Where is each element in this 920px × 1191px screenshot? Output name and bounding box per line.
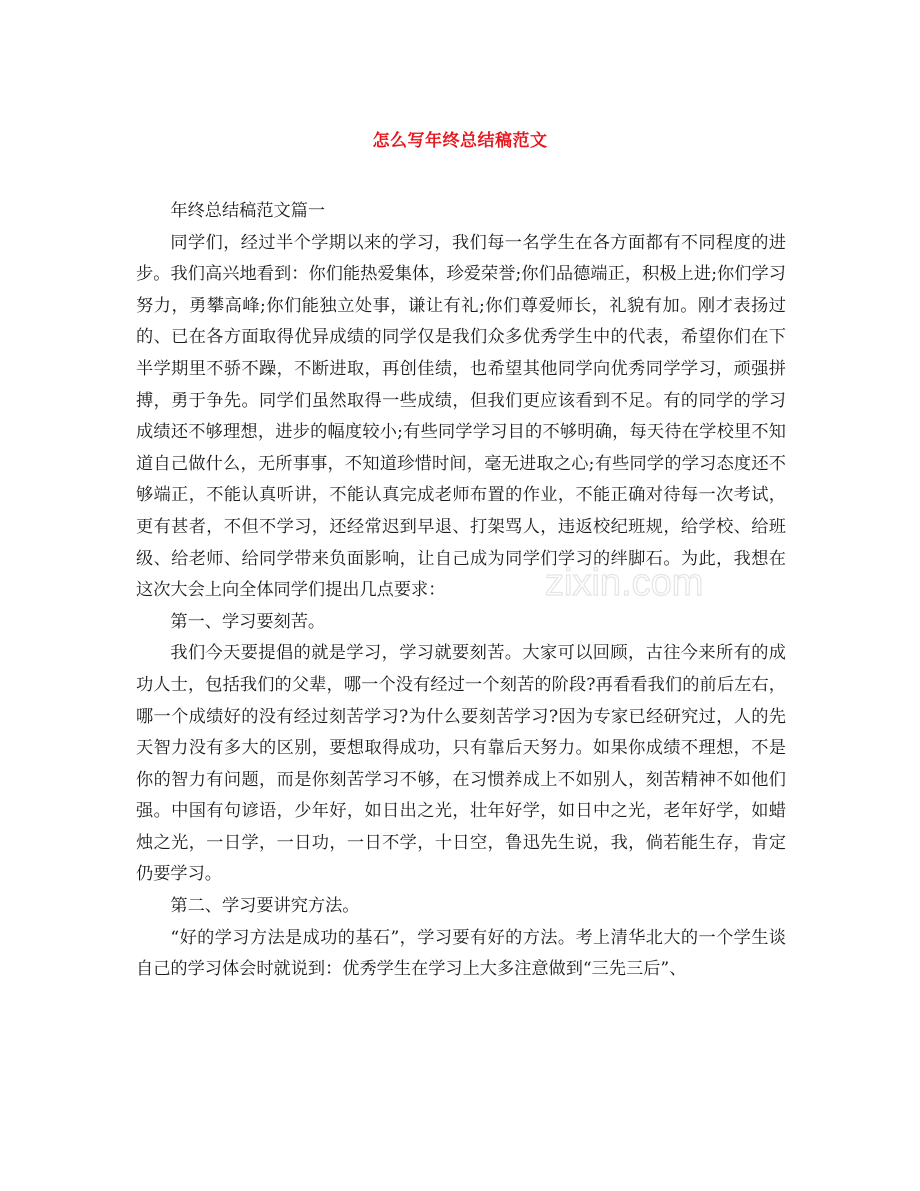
section-heading: 年终总结稿范文篇一: [170, 201, 326, 221]
document-body: [136, 196, 786, 986]
svg-text:zixin.com: zixin.com: [545, 562, 704, 604]
document-title: 怎么写年终总结稿范文: [372, 131, 548, 151]
body-paragraph: 同学们，经过半个学期以来的学习，我们每一名学生在各方面都有不同程度的进步。我们高兴地看到：你们能热爱集体，珍爱荣誉;你们品德端正，积极上进;你们学习努力，勇攀高峰;你们能独立处事，谦让有礼;你们尊爱师长，礼貌有加。刚才表扬过的、已在各方面取得优异成绩的同学仅是我们众多优秀学生中的代表，希望你们在下半学期里不骄不躁，不断进取，再创佳绩，也希望其他同学向优秀同学学习，顽强拼搏，勇于争先。同学们虽然取得一些成绩，但我们更应该看到不足。有的同学的学习成绩还不够理想，进步的幅度较小;有些同学学习目的不够明确，每天待在学校里不知道自己做什么，无所事事，不知道珍惜时间，毫无进取之心;有些同学的学习态度还不够端正，不能认真听讲，不能认真完成老师布置的作业，不能正确对待每一次考试，更有甚者，不但不学习，还经常迟到早退、打架骂人，违返校纪班规，给学校、给班级、给老师、给同学带来负面影响，让自己成为同学们学习的绊脚石。为此，我想在这次大会上向全体同学们提出几点要求：: [136, 232, 786, 601]
body-paragraph: “好的学习方法是成功的基石”，学习要有好的方法。考上清华北大的一个学生谈自己的学习体会时就说到：优秀学生在学习上大多注意做到“三先三后”、: [136, 927, 786, 980]
section-heading: 第一、学习要刻苦。: [170, 611, 326, 632]
section-heading: 第二、学习要讲究方法。: [170, 896, 360, 917]
body-paragraph: 我们今天要提倡的就是学习，学习就要刻苦。大家可以回顾，古往今来所有的成功人士，包括我们的父辈，哪一个没有经过一个刻苦的阶段?再看看我们的前后左右，哪一个成绩好的没有经过刻苦学习?为什么要刻苦学习?因为专家已经研究过，人的先天智力没有多大的区别，要想取得成功，只有靠后天努力。如果你成绩不理想，不是你的智力有问题，而是你刻苦学习不够，在习惯养成上不如别人，刻苦精神不如他们强。中国有句谚语，少年好，如日出之光，壮年好学，如日中之光，老年好学，如蜡烛之光，一日学，一日功，一日不学，十日空，鲁迅先生说，我，倘若能生存，肯定仍要学习。: [136, 643, 786, 885]
